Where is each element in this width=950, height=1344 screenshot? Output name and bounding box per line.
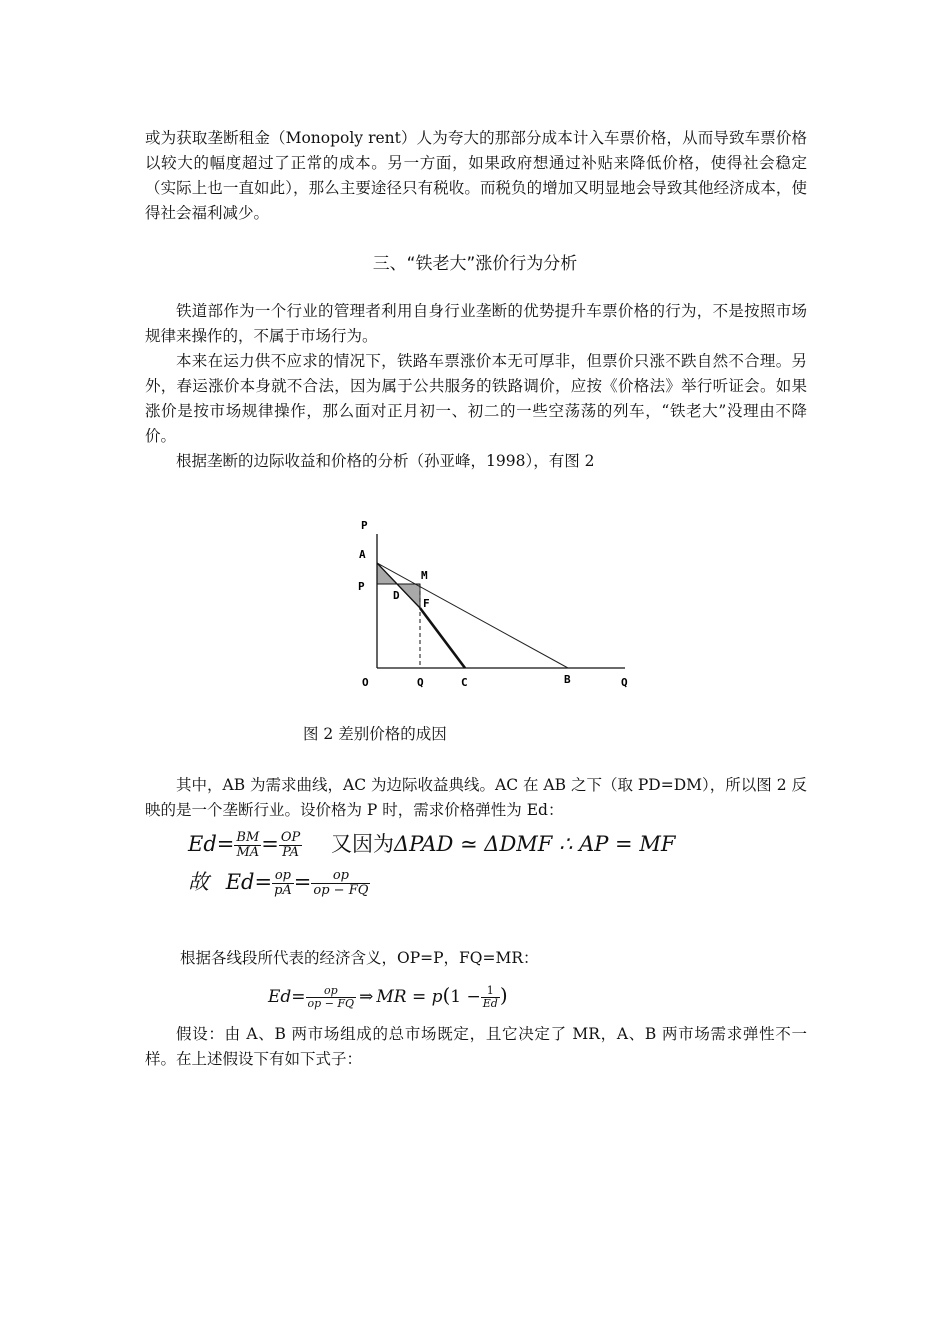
paragraph-1: 铁道部作为一个行业的管理者利用自身行业垄断的优势提升车票价格的行为，不是按照市场规律来操作的，不属于市场行为。 [145,302,807,345]
formula1-f2-den: PA [282,845,300,860]
marginal-revenue-ac-lower [420,608,465,668]
section-heading: 三、“铁老大”涨价行为分析 [372,254,578,274]
intro-paragraph: 或为获取垄断租金（Monopoly rent）人为夸大的那部分成本计入车票价格，从而导致车票价格以较大的幅度超过了正常的成本。另一方面，如果政府想通过补贴来降低价格，使得社会稳定（实际上也一直如此），那么主要途径只有税收。而税负的增加又明显地会导致其他经济成本，使得社会福利减少。 [145,129,807,222]
paragraph-4: 其中，AB 为需求曲线，AC 为边际收益典线。AC 在 AB 之下（取 PD=DM），所以图 2 反映的是一个垄断行业。设价格为 P 时，需求价格弹性为 Ed： [145,776,807,819]
formula1-equals-1: = [216,832,235,856]
figure-caption: 图 2 差别价格的成因 [303,725,447,743]
formula2-prefix: 故 [188,870,209,894]
demand-curve-ab [377,563,568,668]
formula1-f2-num: OP [280,829,301,845]
label-b: B [564,673,571,686]
formula3-f-den: op − FQ [307,997,355,1010]
formula1-text-cn: 又因为 [330,832,394,856]
formula3-fraction-1-ed [481,985,500,1010]
label-d: D [393,589,400,602]
formula3-f-num: op [306,985,357,998]
formula3-paren-open: ( [442,983,451,1007]
paragraph-6: 假设：由 A、B 两市场组成的总市场既定，且它决定了 MR，A、B 两市场需求弹性不一样。在上述假设下有如下式子： [145,1025,807,1068]
formula2-f2-den: op − FQ [313,883,369,898]
formula1-fraction-bm-ma [234,831,261,861]
formula2-f1-num: op [272,869,294,884]
label-p-price: P [358,580,365,593]
formula3-paren-close: ) [499,983,508,1007]
formula3-rhs: MR = p [376,987,443,1007]
formula1-triangle-relation: ΔPAD ≃ ΔDMF ∴ AP = MF [393,832,676,856]
formula-marginal-revenue: Ed= $\frac{op}{op - FQ}$ ⇒ MR = p(1 − $\frac{1}{Ed}$ ) [268,983,508,1010]
formula3-fraction-op-opfq [306,985,357,1010]
formula3-arrow: ⇒ [359,987,374,1007]
formula2-lhs: Ed [225,870,255,894]
formula-elasticity-2: 故 Ed= $\frac{op}{pA}$ = $\frac{op}{op - FQ}$ [188,867,369,898]
formula3-g-num: 1 [481,985,500,998]
label-m: M [421,569,428,582]
label-f: F [423,597,430,610]
formula3-one-minus: 1 − [450,987,481,1007]
formula1-f1-den: MA [236,845,260,860]
paragraph-3: 根据垄断的边际收益和价格的分析（孙亚峰，1998），有图 2 [176,452,595,470]
formula1-fraction-op-pa [279,831,302,861]
formula2-f1-den: pA [274,883,292,898]
formula1-equals-2: = [261,832,279,856]
formula3-lhs: Ed [268,987,292,1007]
label-c: C [461,676,468,689]
label-a: A [359,548,366,561]
formula2-f2-num: op [311,869,370,884]
label-o: O [362,676,369,689]
paragraph-5: 根据各线段所代表的经济含义，OP=P，FQ=MR： [180,949,539,967]
formula2-fraction-op-opfq [311,869,370,899]
formula1-lhs: Ed [188,832,217,856]
formula-elasticity-1 [188,828,675,860]
label-q-mark: Q [417,676,424,689]
formula2-fraction-op-pa [272,869,294,899]
figure-2-diagram [345,510,645,695]
formula1-f1-num: BM [236,829,260,845]
label-q-axis: Q [621,676,628,689]
paragraph-2: 本来在运力供不应求的情况下，铁路车票涨价本无可厚非，但票价只涨不跌自然不合理。另外，春运涨价本身就不合法，因为属于公共服务的铁路调价，应按《价格法》举行听证会。如果涨价是按市场规律操作，那么面对正月初一、初二的一些空荡荡的列车，“铁老大”没理由不降价。 [145,352,807,445]
formula3-g-den: Ed [482,997,498,1010]
label-p-axis: P [361,519,368,532]
